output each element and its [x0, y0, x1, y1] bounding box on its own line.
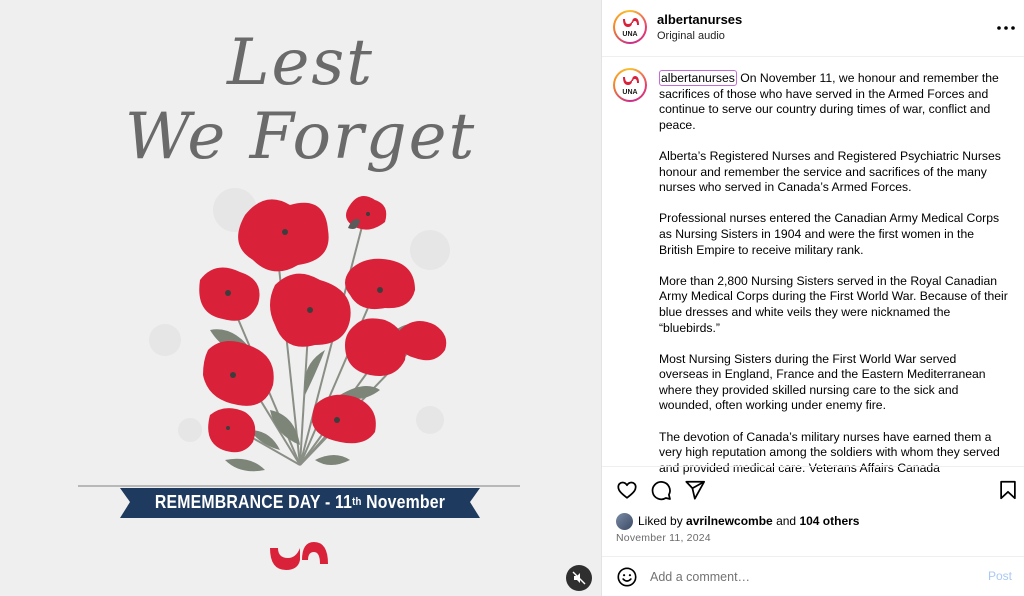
una-logo	[270, 542, 328, 570]
liked-prefix: Liked by	[638, 514, 687, 528]
caption-text	[659, 71, 1009, 492]
poster-title-line2: We Forget	[124, 100, 477, 174]
emoji-smile-icon[interactable]	[616, 566, 638, 588]
heart-icon[interactable]	[616, 479, 638, 501]
share-icon[interactable]	[684, 479, 706, 501]
caption-paragraph: More than 2,800 Nursing Sisters served in the Royal Canadian Army Medical Corps during the First World War. Because of their blue dresses and white veils they were nicknamed the “bluebirds.”	[659, 273, 1008, 335]
poster-title-line1: Lest	[227, 26, 374, 100]
post-panel	[601, 0, 1023, 596]
header-username[interactable]: albertanurses	[657, 12, 743, 27]
comment-bar	[602, 556, 1024, 596]
mute-button[interactable]	[566, 565, 592, 591]
caption-username[interactable]: albertanurses	[661, 71, 735, 85]
caption-paragraph-text: On November 11, we honour and remember the sacrifices of those who have served in the Armed Forces and continue to serve our country during times of war, conflict and peace.	[659, 71, 999, 132]
comment-icon[interactable]	[650, 479, 672, 501]
save-icon[interactable]	[997, 479, 1019, 501]
likes-count-link[interactable]: 104 others	[799, 514, 860, 528]
liker-avatar[interactable]	[616, 513, 633, 530]
more-horizontal-icon[interactable]	[994, 18, 1018, 38]
speaker-muted-icon	[572, 571, 586, 585]
caption-paragraph: Alberta’s Registered Nurses and Registered Psychiatric Nurses honour and remember the service and sacrifices of the many nurses who served in Canada’s Armed Forces.	[659, 148, 1001, 195]
avatar-text: UNA	[622, 31, 638, 38]
una-avatar-logo	[617, 14, 643, 40]
post-date[interactable]: November 11, 2024	[616, 532, 711, 544]
liked-user-link[interactable]: avrilnewcombe	[686, 514, 773, 528]
banner-superscript: th	[352, 496, 362, 508]
caption-paragraph: Most Nursing Sisters during the First World War served overseas in England, France and the Eastern Mediterranean where they provided skilled nursing care to the sick and wounded, often working under enemy fire.	[659, 351, 986, 413]
post-actions	[602, 466, 1024, 556]
avatar[interactable]	[613, 10, 647, 44]
caption-area	[602, 58, 1024, 475]
caption-paragraph: The devotion of Canada’s military nurses have earned them a very high reputation among the soldiers with whom they served and provided medical care. Veterans Affairs Canada	[659, 429, 1000, 475]
post-header	[602, 0, 1024, 57]
comment-input[interactable]	[650, 567, 970, 587]
caption-paragraph: Professional nurses entered the Canadian Army Medical Corps as Nursing Sisters in 1904 and were the first women in the British Empire to receive military rank.	[659, 211, 1000, 257]
likes-summary	[638, 514, 859, 528]
banner-main-text: REMEMBRANCE DAY - 11	[154, 491, 353, 512]
original-audio-link[interactable]: Original audio	[657, 30, 725, 42]
remembrance-day-banner	[142, 486, 459, 518]
banner-end-text: November	[361, 491, 446, 512]
avatar[interactable]	[613, 68, 647, 102]
una-avatar-logo	[617, 72, 643, 98]
caption-paragraph	[659, 71, 1009, 133]
avatar-text: UNA	[622, 89, 638, 96]
post-comment-button[interactable]: Post	[988, 569, 1013, 583]
liked-and: and	[772, 514, 800, 528]
